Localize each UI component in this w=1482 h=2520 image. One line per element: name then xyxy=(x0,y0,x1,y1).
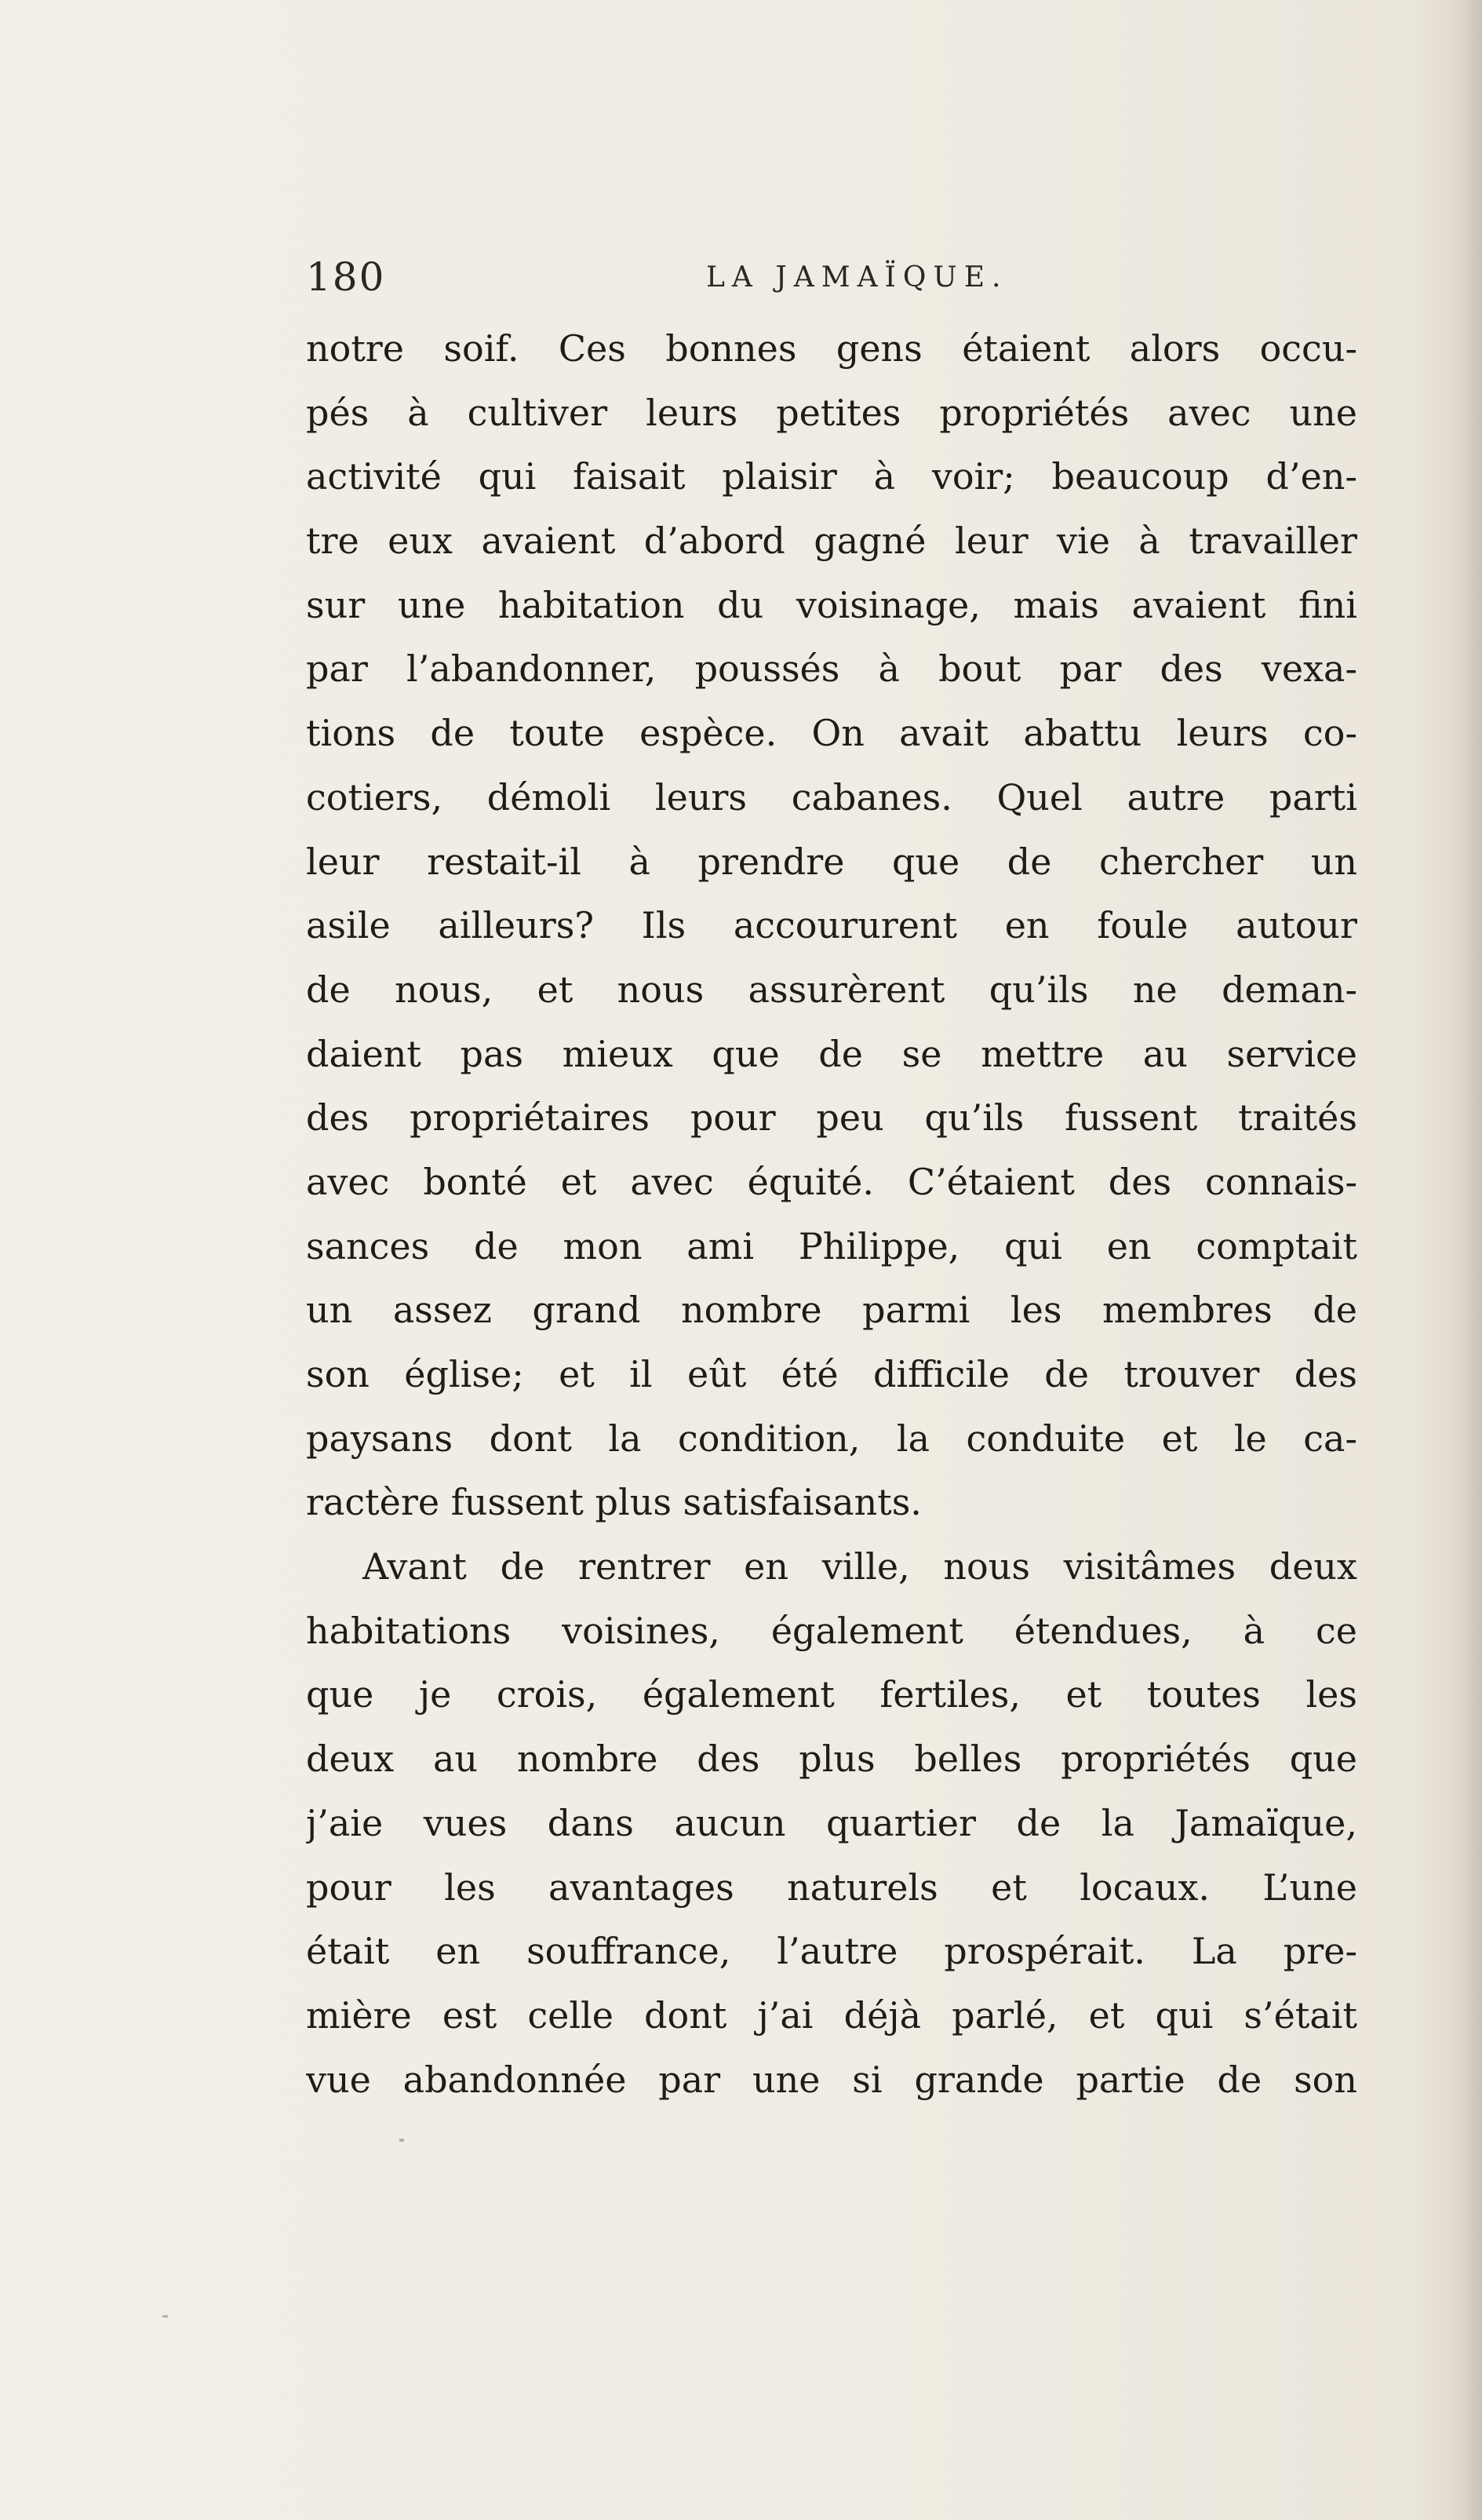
text-line: tre eux avaient d’abord gagné leur vie à travailler xyxy=(306,520,1357,563)
body-text xyxy=(306,317,1357,2112)
text-line: sances de mon ami Philippe, qui en comptait xyxy=(306,1224,1357,1267)
text-line: mière est celle dont j’ai déjà parlé, et qui s’était xyxy=(306,1993,1357,2037)
text-line: notre soif. Ces bonnes gens étaient alors occu- xyxy=(306,327,1357,370)
text-line: cotiers, démoli leurs cabanes. Quel autre parti xyxy=(306,775,1357,819)
text-line: j’aie vues dans aucun quartier de la Jamaïque, xyxy=(306,1801,1357,1844)
text-line: pés à cultiver leurs petites propriétés avec une xyxy=(306,391,1357,434)
text-line: avec bonté et avec équité. C’étaient des connais- xyxy=(306,1160,1357,1203)
page-edge-shadow xyxy=(1460,0,1482,2520)
text-line: sur une habitation du voisinage, mais avaient fini xyxy=(306,583,1357,626)
text-line: leur restait-il à prendre que de chercher un xyxy=(306,840,1357,883)
page-number: 180 xyxy=(306,254,386,300)
text-line: un assez grand nombre parmi les membres de xyxy=(306,1289,1357,1332)
text-line: que je crois, également fertiles, et toutes les xyxy=(306,1673,1357,1716)
text-line: des propriétaires pour peu qu’ils fussent traités xyxy=(306,1096,1357,1140)
text-line: par l’abandonner, poussés à bout par des vexa- xyxy=(306,647,1357,691)
text-line: vue abandonnée par une si grande partie de son xyxy=(306,2058,1357,2101)
text-line: deux au nombre des plus belles propriétés que xyxy=(306,1738,1357,1781)
paper-speck xyxy=(399,2139,404,2142)
text-line: était en souffrance, l’autre prospérait. La pre- xyxy=(306,1930,1357,1973)
text-line: de nous, et nous assurèrent qu’ils ne deman- xyxy=(306,968,1357,1011)
text-line: paysans dont la condition, la conduite et le ca- xyxy=(306,1417,1357,1460)
text-line: habitations voisines, également étendues, à ce xyxy=(306,1609,1357,1652)
text-line: daient pas mieux que de se mettre au service xyxy=(306,1032,1357,1075)
paragraph-end-line: ractère fussent plus satisfaisants. xyxy=(306,1481,922,1524)
text-line: activité qui faisait plaisir à voir; beaucoup d’en- xyxy=(306,455,1357,498)
text-line: tions de toute espèce. On avait abattu leurs co- xyxy=(306,712,1357,755)
text-line: pour les avantages naturels et locaux. L’une xyxy=(306,1865,1357,1909)
text-line: asile ailleurs? Ils accoururent en foule autour xyxy=(306,904,1357,947)
paper-speck xyxy=(162,2315,168,2318)
running-title: LA JAMAÏQUE. xyxy=(706,261,1008,294)
running-head xyxy=(306,250,1357,305)
paragraph-start-line: Avant de rentrer en ville, nous visitâmes deux xyxy=(362,1545,1357,1588)
text-line: son église; et il eût été difficile de trouver des xyxy=(306,1353,1357,1395)
